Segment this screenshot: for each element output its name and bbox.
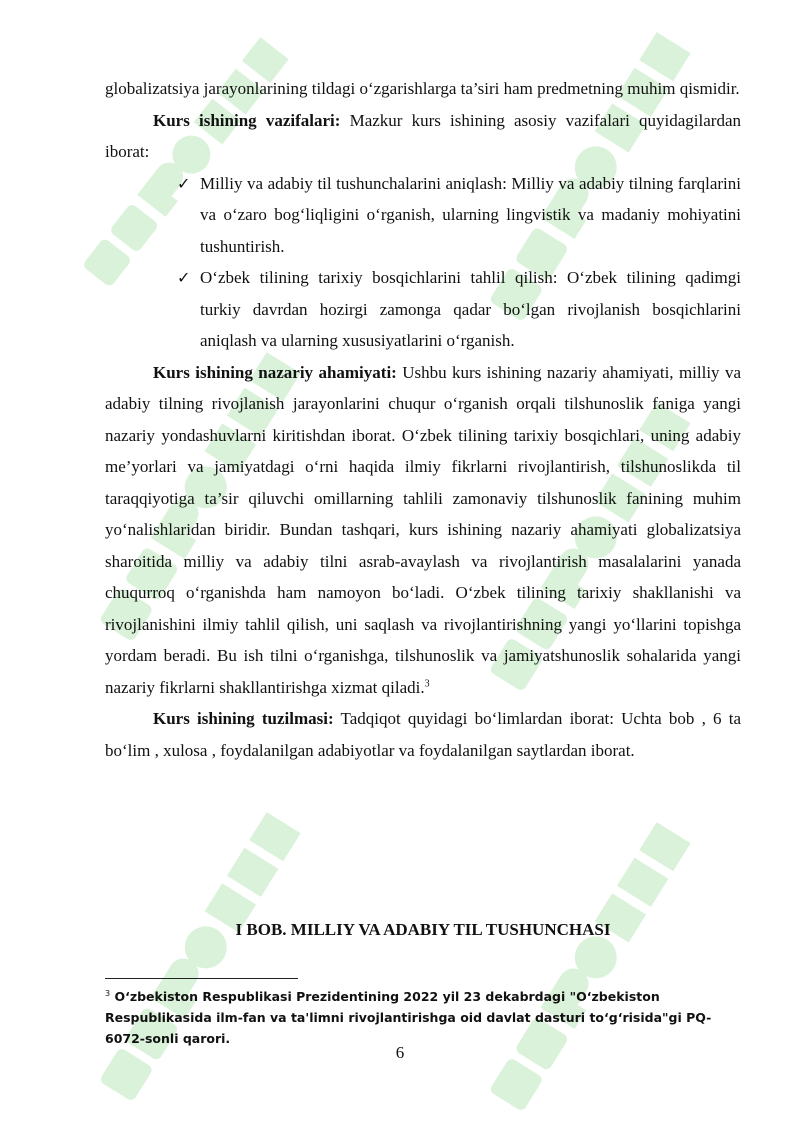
intro-paragraph: globalizatsiya jarayonlarining tildagi oʻzgarishlarga ta’siri ham predmetning muhim qismidir.: [105, 79, 740, 98]
checkmark-icon: ✓: [177, 173, 191, 193]
structure-paragraph: [105, 703, 741, 766]
checkmark-icon: ✓: [177, 268, 191, 287]
structure-text: Tadqiqot quyidagi boʻlimlardan iborat: Uchta bob , 6 ta boʻlim , xulosa , foydalanilgan adabiyotlar va foydalanilgan saytlardan iborat.: [105, 709, 741, 760]
theory-heading: Kurs ishining nazariy ahamiyati:: [153, 362, 397, 382]
document-body: [105, 73, 741, 766]
list-item: [105, 168, 741, 263]
tasks-checklist: [105, 168, 741, 357]
soff-watermark-bottom-right: [450, 800, 750, 1120]
tasks-text: Mazkur kurs ishining asosiy vazifalari quyidagilardan iborat:: [105, 110, 741, 161]
tasks-heading: Kurs ishining vazifalari:: [153, 110, 341, 130]
list-item-text: Oʻzbek tilining tarixiy bosqichlarini tahlil qilish: Oʻzbek tilining qadimgi turkiy davrdan hozirgi zamonga qadar boʻlgan rivojlanish bosqichlarini aniqlash va ularning xususiyatlarini oʻrganish.: [200, 268, 741, 350]
footnote-text: O‘zbekiston Respublikasi Prezidentining 2022 yil 23 dekabrdagi "O‘zbekiston Respublikasida ilm-fan va ta'limni rivojlantirishga oid davlat dasturi to‘g‘risida"gi PQ-6072-sonli qarori.: [105, 989, 712, 1046]
tasks-paragraph: [105, 105, 741, 168]
footnote: [105, 986, 741, 1049]
theory-text: Ushbu kurs ishining nazariy ahamiyati, milliy va adabiy tilning rivojlanish jarayonlarini chuqur oʻrganish orqali tilshunoslik faniga yangi nazariy yondashuvlarni kiritishdan iborat. Oʻzbek tilining tarixiy bosqichlari, uning adabiy me’yorlari va jamiyatdagi oʻrni haqida ilmiy fikrlarni rivojlantirish, tilshunoslikda til taraqqiyotiga ta’sir qiluvchi omillarning tahlili zamonaviy tilshunoslik fanining muhim yoʻnalishlaridan biridir. Bundan tashqari, kurs ishining nazariy ahamiyati globalizatsiya sharoitida milliy va adabiy tilni asrab-avaylash va rivojlantirish masalalarini yanada chuqurroq oʻrganishda ham namoyon boʻladi. Oʻzbek tilining tarixiy shakllanishi va rivojlanishini ilmiy tahlil qilish, uni saqlash va rivojlantirishning yangi yoʻllarini topishga yordam beradi. Bu ish tilni oʻrganishga, tilshunoslik va jamiyatshunoslik sohalarida yangi nazariy fikrlarni shakllantirishga xizmat qiladi.: [105, 362, 741, 697]
structure-heading: Kurs ishining tuzilmasi:: [153, 709, 334, 728]
page-number: 6: [395, 1043, 405, 1062]
footnote-divider: [105, 978, 298, 979]
footnote-reference[interactable]: 3: [424, 677, 430, 689]
chapter-heading: I BOB. MILLIY VA ADABIY TIL TUSHUNCHASI: [235, 920, 611, 939]
list-item: [105, 262, 741, 357]
theory-paragraph: [105, 357, 741, 704]
footnote-number: 3: [105, 988, 111, 998]
list-item-text: Milliy va adabiy til tushunchalarini aniqlash: Milliy va adabiy tilning farqlarini va oʻzaro bogʻliqligini oʻrganish, ularning lingvistik va madaniy mohiyatini tushuntirish.: [200, 173, 741, 256]
